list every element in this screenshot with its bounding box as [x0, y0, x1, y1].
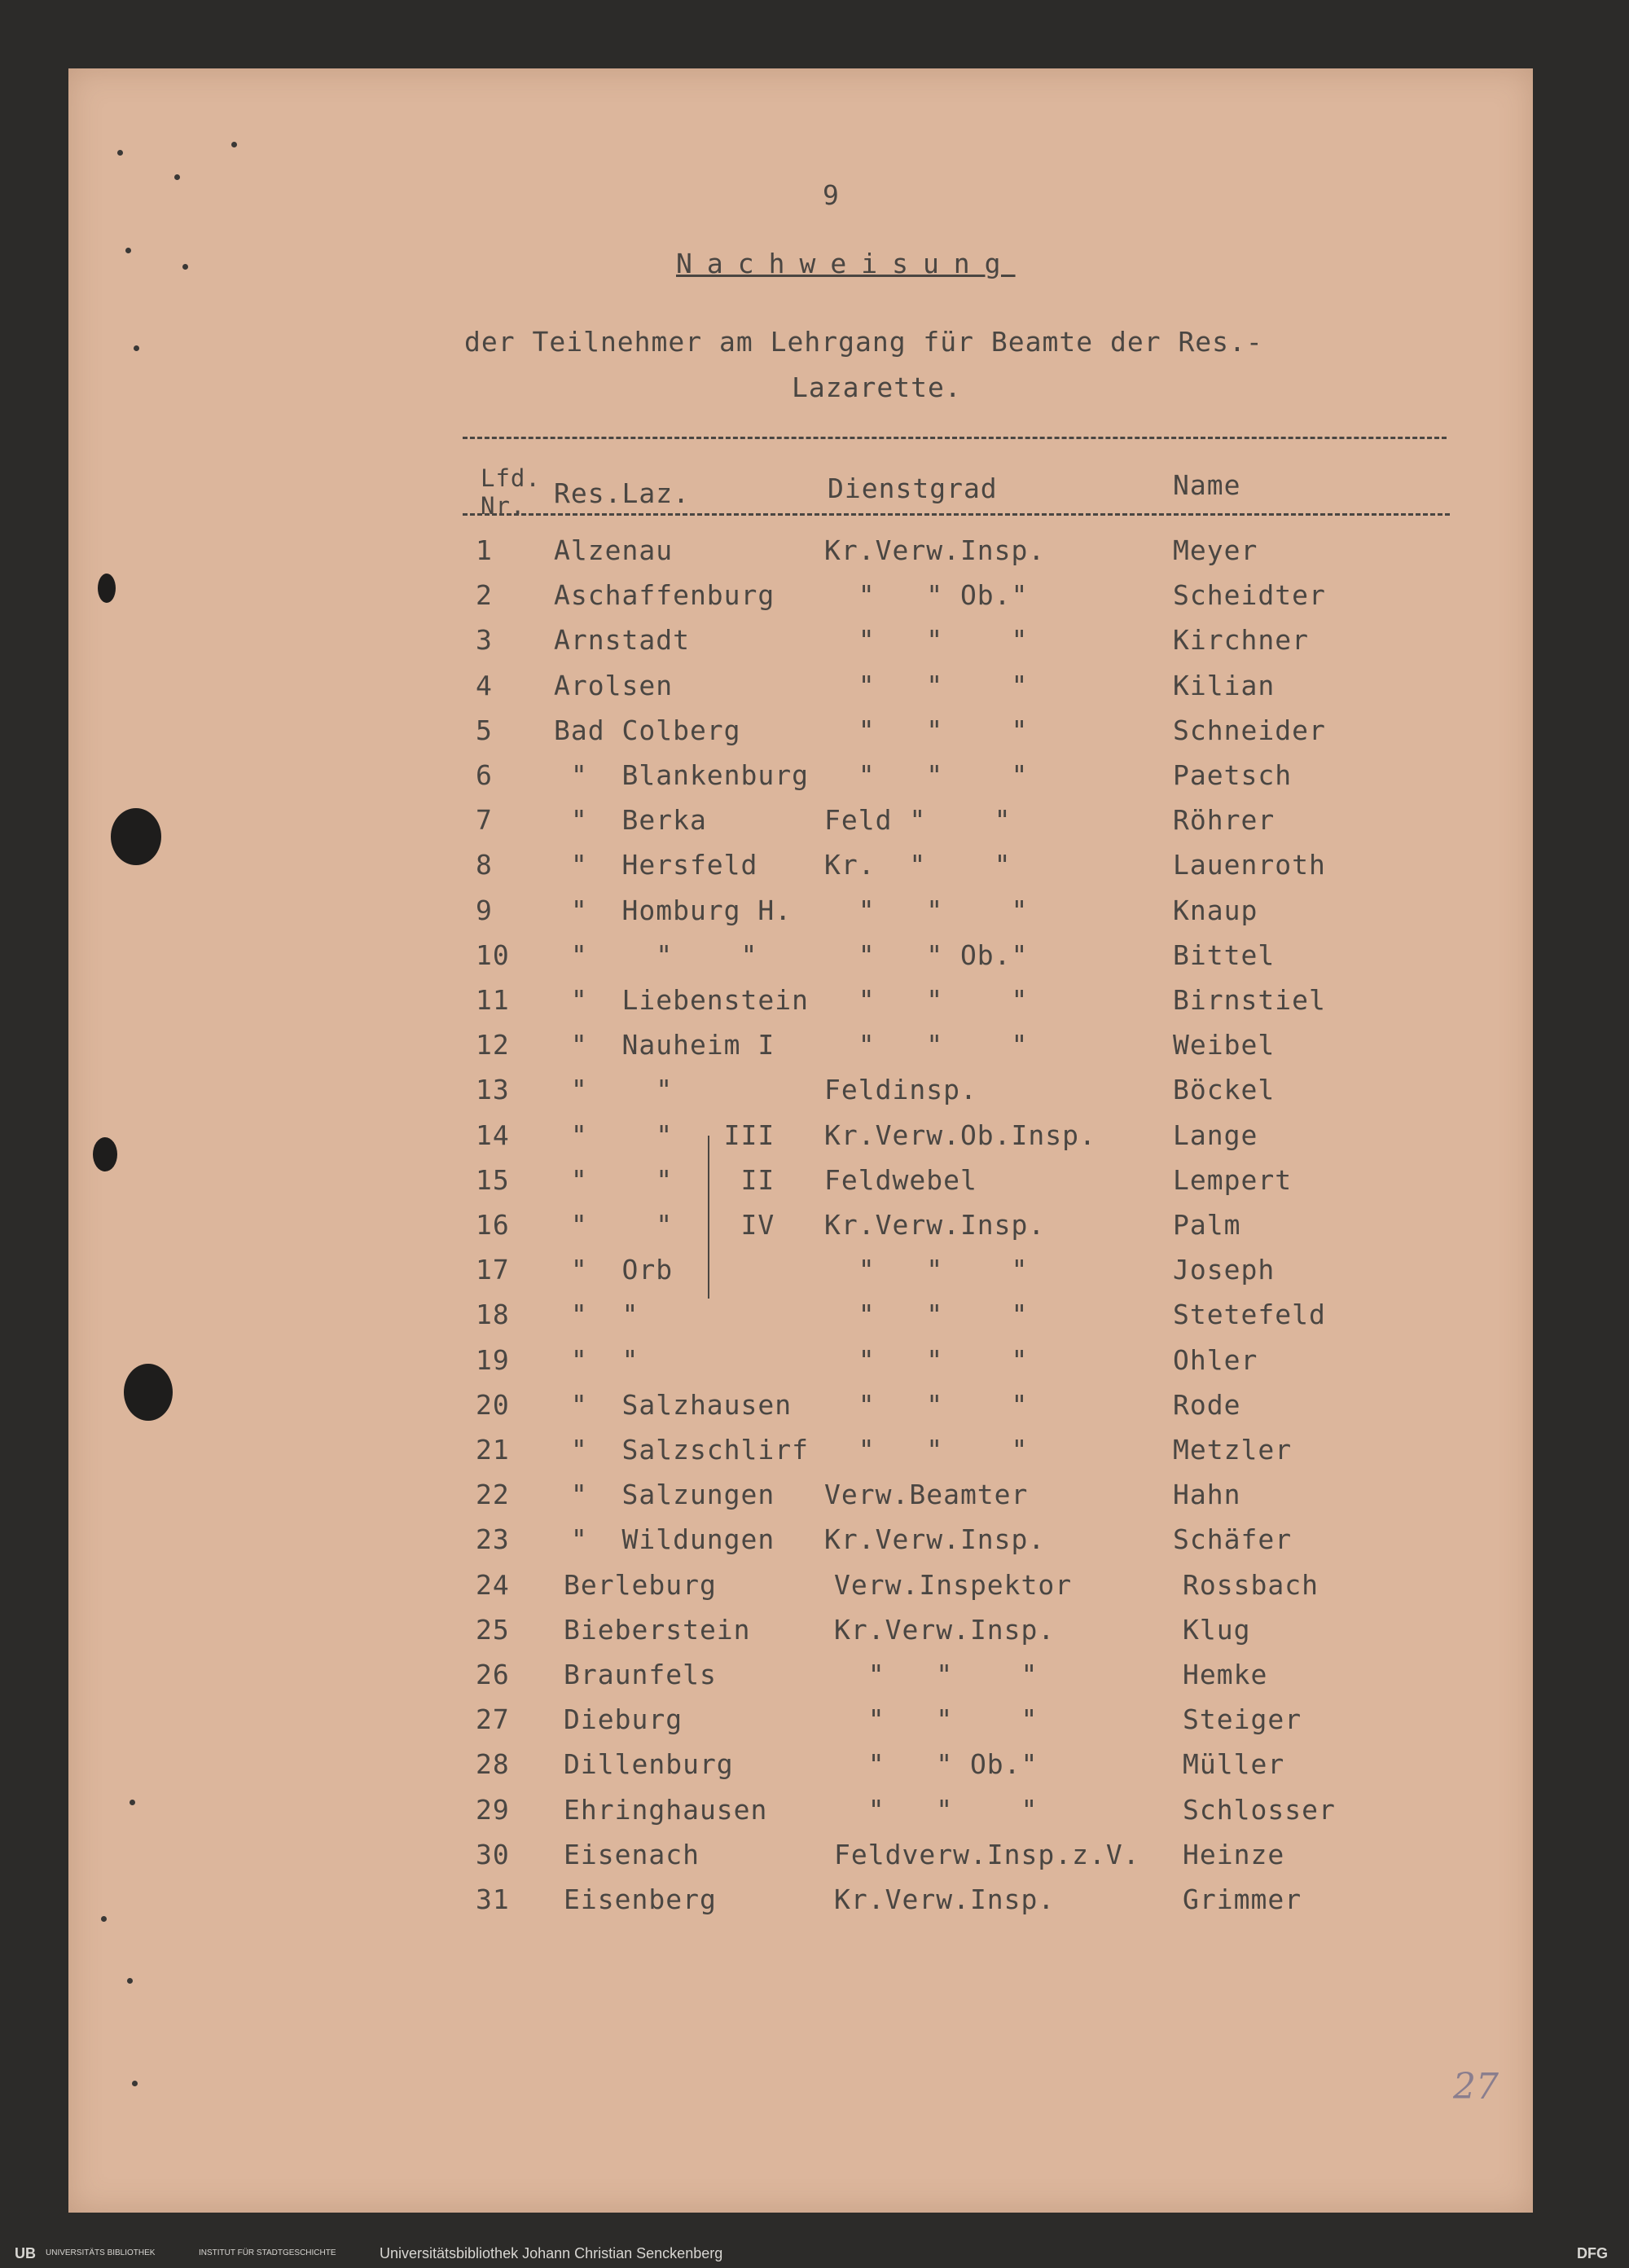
nr-cell: 9	[476, 894, 493, 926]
table-row	[68, 1209, 1533, 1250]
res-laz-cell: " Wildungen	[554, 1523, 775, 1556]
name-cell: Böckel	[1173, 1074, 1276, 1106]
table-row	[68, 1254, 1533, 1294]
nr-cell: 18	[476, 1299, 510, 1331]
header-dienstgrad: Dienstgrad	[828, 472, 998, 504]
nr-cell: 3	[476, 624, 493, 657]
name-cell: Hahn	[1173, 1479, 1241, 1511]
table-row	[68, 804, 1533, 845]
pencil-bracket	[708, 1136, 709, 1299]
table-row	[68, 714, 1533, 755]
table-row	[68, 1344, 1533, 1385]
name-cell: Meyer	[1173, 534, 1258, 566]
table-row	[68, 1569, 1533, 1610]
res-laz-cell: Braunfels	[564, 1659, 717, 1690]
document-subtitle-line2: Lazarette.	[792, 371, 962, 403]
res-laz-cell: " Salzschlirf	[554, 1434, 810, 1466]
res-laz-cell: Bieberstein	[564, 1613, 751, 1646]
res-laz-cell: " Orb	[554, 1254, 674, 1286]
document-title: Nachweisung	[676, 248, 1016, 279]
table-row	[68, 1074, 1533, 1114]
name-cell: Müller	[1183, 1748, 1285, 1781]
name-cell: Lauenroth	[1173, 849, 1326, 881]
name-cell: Birnstiel	[1173, 984, 1326, 1016]
dienstgrad-cell: Kr.Verw.Insp.	[824, 534, 1046, 566]
res-laz-cell: " "	[554, 1074, 674, 1106]
institute-logo-text: INSTITUT FÜR STADTGESCHICHTE	[199, 2248, 336, 2257]
dienstgrad-cell: Feld " "	[824, 804, 1012, 837]
dienstgrad-cell: Kr.Verw.Insp.	[834, 1613, 1056, 1646]
name-cell: Grimmer	[1183, 1883, 1302, 1915]
name-cell: Schlosser	[1183, 1793, 1336, 1826]
res-laz-cell: Dieburg	[564, 1703, 683, 1736]
name-cell: Metzler	[1173, 1434, 1293, 1466]
dienstgrad-cell: " " "	[824, 1388, 1029, 1421]
res-laz-cell: Arnstadt	[554, 624, 690, 657]
name-cell: Röhrer	[1173, 804, 1276, 837]
nr-cell: 6	[476, 759, 493, 791]
res-laz-cell: " Nauheim I	[554, 1029, 775, 1061]
table-row	[68, 624, 1533, 665]
header-lfd: Lfd.	[481, 464, 541, 492]
res-laz-cell: " Blankenburg	[554, 759, 810, 791]
paper-speck	[182, 264, 188, 270]
res-laz-cell: " "	[554, 1343, 639, 1376]
dienstgrad-cell: " " Ob."	[834, 1748, 1038, 1781]
res-laz-cell: " " "	[554, 938, 758, 971]
table-row	[68, 849, 1533, 890]
nr-cell: 12	[476, 1029, 510, 1061]
table-row	[68, 1883, 1533, 1924]
table-row	[68, 1523, 1533, 1564]
res-laz-cell: " "	[554, 1299, 639, 1331]
name-cell: Bittel	[1173, 938, 1276, 971]
table-row	[68, 670, 1533, 710]
name-cell: Steiger	[1183, 1703, 1302, 1736]
paper-speck	[117, 150, 123, 156]
dienstgrad-cell: Kr.Verw.Insp.	[824, 1209, 1046, 1241]
dienstgrad-cell: Kr. " "	[824, 849, 1012, 881]
dienstgrad-cell: Verw.Inspektor	[834, 1568, 1073, 1601]
res-laz-cell: Alzenau	[554, 534, 674, 566]
nr-cell: 10	[476, 938, 510, 971]
paper-speck	[125, 248, 131, 253]
nr-cell: 11	[476, 984, 510, 1016]
name-cell: Kilian	[1173, 669, 1276, 701]
dienstgrad-cell: " " "	[824, 759, 1029, 791]
name-cell: Weibel	[1173, 1029, 1276, 1061]
table-row	[68, 939, 1533, 980]
nr-cell: 22	[476, 1479, 510, 1511]
res-laz-cell: " Salzungen	[554, 1479, 775, 1511]
dienstgrad-cell: " " "	[824, 1434, 1029, 1466]
paper-speck	[174, 174, 180, 180]
nr-cell: 16	[476, 1209, 510, 1241]
nr-cell: 4	[476, 669, 493, 701]
table-row	[68, 1614, 1533, 1655]
res-laz-cell: " Hersfeld	[554, 849, 758, 881]
pencil-archive-note: 27	[1453, 2066, 1499, 2108]
nr-cell: 15	[476, 1163, 510, 1196]
dienstgrad-cell: " " "	[834, 1659, 1038, 1690]
res-laz-cell: Ehringhausen	[564, 1793, 768, 1826]
ub-logo-text: UNIVERSITÄTS BIBLIOTHEK	[46, 2248, 156, 2257]
table-row	[68, 1703, 1533, 1744]
header-nr: Nr.	[481, 492, 526, 520]
table-row	[68, 1748, 1533, 1789]
nr-cell: 30	[476, 1838, 510, 1870]
nr-cell: 5	[476, 714, 493, 746]
dienstgrad-cell: " " "	[824, 984, 1029, 1016]
dienstgrad-cell: " " "	[824, 669, 1029, 701]
table-row	[68, 1119, 1533, 1160]
table-row	[68, 1479, 1533, 1519]
ub-logo: UB	[15, 2245, 36, 2261]
footer-bar	[0, 2239, 1629, 2268]
table-row	[68, 759, 1533, 800]
nr-cell: 27	[476, 1703, 510, 1736]
dienstgrad-cell: " " "	[824, 624, 1029, 657]
res-laz-cell: " Homburg H.	[554, 894, 793, 926]
name-cell: Rossbach	[1183, 1568, 1319, 1601]
paper-speck	[127, 1978, 133, 1984]
name-cell: Kirchner	[1173, 624, 1309, 657]
table-row	[68, 534, 1533, 575]
name-cell: Joseph	[1173, 1254, 1276, 1286]
nr-cell: 31	[476, 1883, 510, 1915]
dienstgrad-cell: " " Ob."	[824, 938, 1029, 971]
name-cell: Rode	[1173, 1388, 1241, 1421]
dienstgrad-cell: Feldinsp.	[824, 1074, 977, 1106]
paper-speck	[231, 142, 237, 147]
nr-cell: 19	[476, 1343, 510, 1376]
res-laz-cell: Aschaffenburg	[554, 579, 775, 612]
table-row	[68, 1029, 1533, 1070]
res-laz-cell: " " II	[554, 1163, 775, 1196]
name-cell: Scheidter	[1173, 579, 1326, 612]
nr-cell: 21	[476, 1434, 510, 1466]
nr-cell: 20	[476, 1388, 510, 1421]
name-cell: Knaup	[1173, 894, 1258, 926]
document-subtitle-line1: der Teilnehmer am Lehrgang für Beamte der Res.-	[464, 326, 1263, 358]
table-row	[68, 1299, 1533, 1339]
nr-cell: 29	[476, 1793, 510, 1826]
table-row	[68, 1389, 1533, 1430]
paper-speck	[134, 345, 139, 351]
nr-cell: 7	[476, 804, 493, 837]
document-page	[68, 68, 1533, 2213]
nr-cell: 25	[476, 1613, 510, 1646]
nr-cell: 1	[476, 534, 493, 566]
table-row	[68, 984, 1533, 1025]
name-cell: Hemke	[1183, 1659, 1268, 1690]
dienstgrad-cell: Feldwebel	[824, 1163, 977, 1196]
res-laz-cell: " Salzhausen	[554, 1388, 793, 1421]
name-cell: Lange	[1173, 1119, 1258, 1151]
table-row	[68, 1794, 1533, 1835]
name-cell: Heinze	[1183, 1838, 1285, 1870]
name-cell: Klug	[1183, 1613, 1251, 1646]
library-name: Universitätsbibliothek Johann Christian Senckenberg	[380, 2245, 723, 2261]
dienstgrad-cell: Kr.Verw.Ob.Insp.	[824, 1119, 1096, 1151]
dienstgrad-cell: " " "	[834, 1793, 1038, 1826]
table-row	[68, 1659, 1533, 1699]
dienstgrad-cell: " " "	[824, 1299, 1029, 1331]
dfg-logo: DFG	[1577, 2245, 1608, 2261]
nr-cell: 2	[476, 579, 493, 612]
header-bottom-rule	[463, 513, 1450, 516]
dienstgrad-cell: " " "	[834, 1703, 1038, 1736]
res-laz-cell: " Berka	[554, 804, 707, 837]
header-res-laz: Res.Laz.	[554, 477, 690, 509]
res-laz-cell: Eisenach	[564, 1838, 700, 1870]
table-row	[68, 579, 1533, 620]
res-laz-cell: Bad Colberg	[554, 714, 741, 746]
res-laz-cell: " " IV	[554, 1209, 775, 1241]
table-row	[68, 894, 1533, 935]
name-cell: Schäfer	[1173, 1523, 1293, 1556]
name-cell: Stetefeld	[1173, 1299, 1326, 1331]
dienstgrad-cell: Feldverw.Insp.z.V.	[834, 1838, 1140, 1870]
name-cell: Paetsch	[1173, 759, 1293, 791]
nr-cell: 28	[476, 1748, 510, 1781]
paper-speck	[132, 2081, 138, 2086]
dienstgrad-cell: " " "	[824, 1343, 1029, 1376]
name-cell: Palm	[1173, 1209, 1241, 1241]
res-laz-cell: Arolsen	[554, 669, 674, 701]
page-number: 9	[823, 179, 840, 211]
res-laz-cell: Dillenburg	[564, 1748, 734, 1781]
res-laz-cell: Berleburg	[564, 1568, 717, 1601]
dienstgrad-cell: Kr.Verw.Insp.	[824, 1523, 1046, 1556]
header-name: Name	[1173, 469, 1241, 501]
name-cell: Lempert	[1173, 1163, 1293, 1196]
res-laz-cell: Eisenberg	[564, 1883, 717, 1915]
dienstgrad-cell: " " "	[824, 894, 1029, 926]
nr-cell: 17	[476, 1254, 510, 1286]
res-laz-cell: " " III	[554, 1119, 775, 1151]
table-top-rule	[463, 437, 1447, 439]
nr-cell: 24	[476, 1568, 510, 1601]
table-row	[68, 1839, 1533, 1879]
nr-cell: 13	[476, 1074, 510, 1106]
dienstgrad-cell: Verw.Beamter	[824, 1479, 1029, 1511]
name-cell: Schneider	[1173, 714, 1326, 746]
dienstgrad-cell: Kr.Verw.Insp.	[834, 1883, 1056, 1915]
nr-cell: 23	[476, 1523, 510, 1556]
table-row	[68, 1164, 1533, 1205]
name-cell: Ohler	[1173, 1343, 1258, 1376]
nr-cell: 14	[476, 1119, 510, 1151]
dienstgrad-cell: " " "	[824, 714, 1029, 746]
res-laz-cell: " Liebenstein	[554, 984, 810, 1016]
table-row	[68, 1434, 1533, 1475]
dienstgrad-cell: " " "	[824, 1029, 1029, 1061]
nr-cell: 26	[476, 1659, 510, 1690]
dienstgrad-cell: " " "	[824, 1254, 1029, 1286]
dienstgrad-cell: " " Ob."	[824, 579, 1029, 612]
nr-cell: 8	[476, 849, 493, 881]
